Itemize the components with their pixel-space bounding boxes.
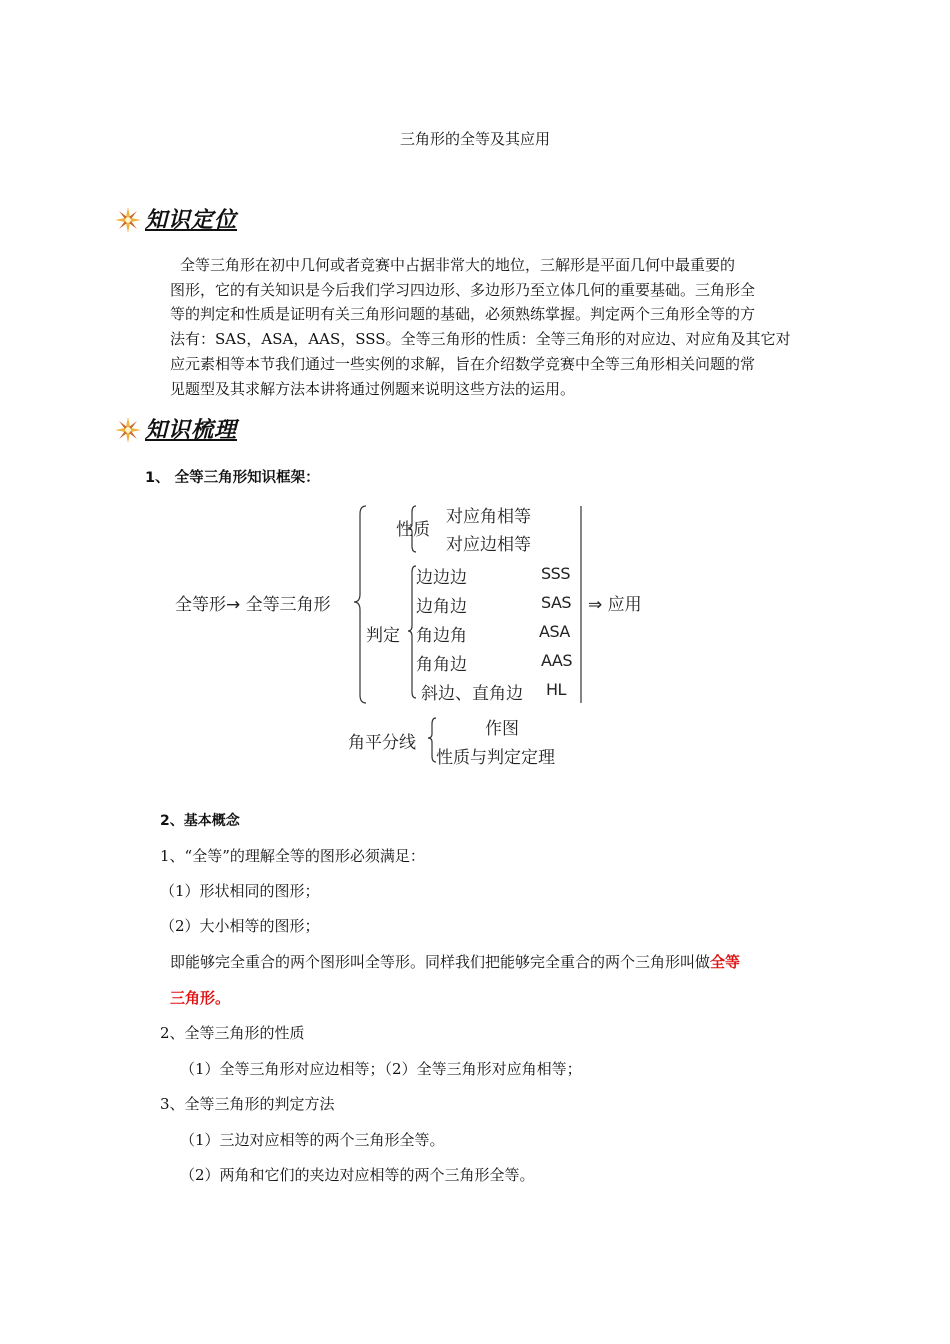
section-heading-positioning <box>113 203 313 237</box>
diagram-rule-abbr: AAS <box>541 651 572 670</box>
intro-line: 应元素相等本节我们通过一些实例的求解，旨在介绍数学竞赛中全等三角形相关问题的常 <box>170 354 756 373</box>
intro-line: 见题型及其求解方法本讲将通过例题来说明这些方法的运用。 <box>170 379 576 398</box>
diagram-rule-name: 角边角 <box>416 626 467 646</box>
diagram-rule-name: 斜边、直角边 <box>421 684 523 704</box>
concept-1c: 即能够完全重合的两个图形叫全等形。同样我们把能够完全重合的两个三角形叫做全等 <box>170 953 741 971</box>
highlight-term: 三角形。 <box>170 989 231 1007</box>
sparkle-icon <box>113 205 143 235</box>
diagram-prop-2: 对应边相等 <box>446 535 531 555</box>
diagram-bisector-1: 作图 <box>485 719 519 739</box>
diagram-rule-abbr: SAS <box>541 593 572 612</box>
knowledge-framework-diagram <box>170 500 670 775</box>
concept-1c-cont <box>170 987 230 1008</box>
diagram-rule-abbr: HL <box>546 680 566 699</box>
section-heading-review <box>113 413 313 447</box>
diagram-result: ⇒ 应用 <box>588 595 642 615</box>
diagram-bisector-2: 性质与判定定理 <box>436 748 555 768</box>
basic-concepts-heading: 2、基本概念 <box>160 813 240 829</box>
diagram-judge: 判定 <box>366 626 400 646</box>
diagram-rule-name: 边角边 <box>416 597 467 617</box>
diagram-root: 全等形→ 全等三角形 <box>175 595 331 615</box>
section-title: 知识梳理 <box>145 418 238 443</box>
framework-heading: 1、 全等三角形知识框架： <box>145 470 320 486</box>
diagram-rule-name: 边边边 <box>416 568 467 588</box>
concept-3: 3、全等三角形的判定方法 <box>160 1095 335 1113</box>
concept-3b: （2）两角和它们的夹边对应相等的两个三角形全等。 <box>180 1166 535 1184</box>
intro-paragraph <box>170 253 806 401</box>
intro-line: 等的判定和性质是证明有关三角形问题的基础，必须熟练掌握。判定两个三角形全等的方 <box>170 305 756 324</box>
intro-line: 图形，它的有关知识是今后我们学习四边形、多边形乃至立体几何的重要基础。三角形全 <box>170 280 756 299</box>
diagram-bisector: 角平分线 <box>348 733 416 753</box>
diagram-rule-abbr: SSS <box>541 564 570 583</box>
concept-1a: （1）形状相同的图形； <box>160 882 320 900</box>
concept-1: 1、“全等”的理解全等的图形必须满足： <box>160 847 425 865</box>
diagram-rule-abbr: ASA <box>539 622 570 641</box>
page-title: 三角形的全等及其应用 <box>399 130 550 148</box>
concept-2: 2、全等三角形的性质 <box>160 1024 305 1042</box>
intro-line: 法有：SAS，ASA，AAS，SSS。全等三角形的性质：全等三角形的对应边、对应角及其它对 <box>170 330 791 349</box>
concept-2a: （1）全等三角形对应边相等；（2）全等三角形对应角相等； <box>180 1060 582 1078</box>
diagram-prop-1: 对应角相等 <box>446 507 531 527</box>
section-title: 知识定位 <box>145 208 238 233</box>
diagram-property: 性质 <box>396 520 430 540</box>
concept-1b: （2）大小相等的图形； <box>160 917 320 935</box>
highlight-term: 全等 <box>710 953 741 971</box>
diagram-rule-name: 角角边 <box>416 655 467 675</box>
intro-line: 全等三角形在初中几何或者竞赛中占据非常大的地位，三解形是平面几何中最重要的 <box>180 256 736 274</box>
sparkle-icon <box>113 415 143 445</box>
concept-3a: （1）三边对应相等的两个三角形全等。 <box>180 1131 445 1149</box>
